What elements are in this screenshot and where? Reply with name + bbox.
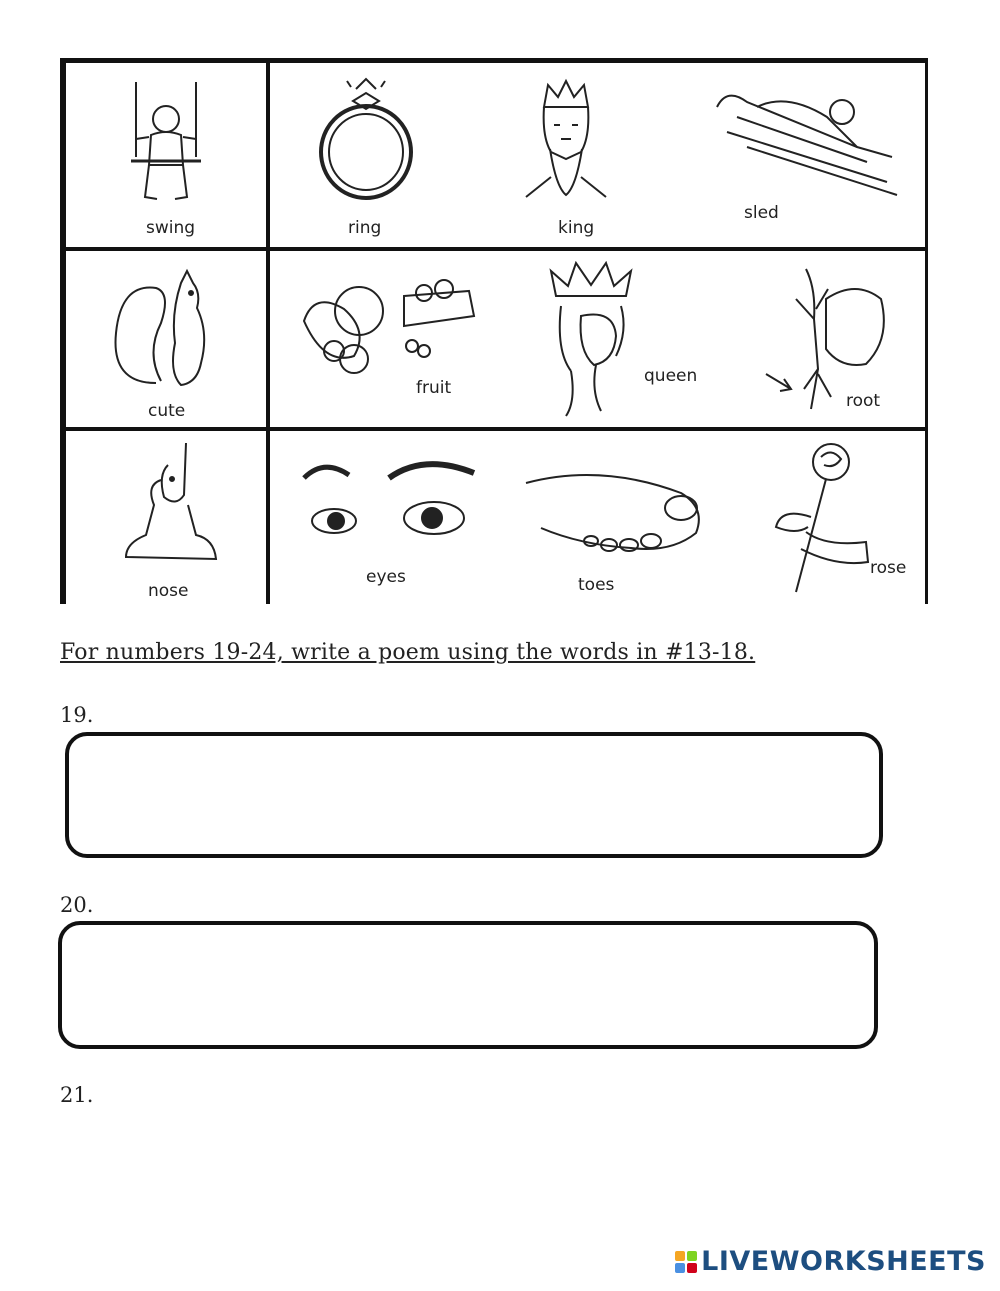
question-number-21: 21. <box>60 1083 94 1107</box>
label-sled: sled <box>744 203 779 223</box>
label-toes: toes <box>578 575 615 595</box>
logo-square-4 <box>687 1263 697 1273</box>
answer-box-20[interactable] <box>58 921 878 1049</box>
logo-squares-icon <box>675 1251 697 1273</box>
liveworksheets-logo <box>675 1246 986 1277</box>
logo-square-1 <box>675 1251 685 1261</box>
grid-divider-vertical <box>266 63 270 604</box>
poem-instructions: For numbers 19-24, write a poem using the words in #13-18. <box>60 640 756 665</box>
answer-box-19[interactable] <box>65 732 883 858</box>
label-fruit: fruit <box>416 378 452 398</box>
label-cute: cute <box>148 401 186 421</box>
label-root: root <box>846 391 881 411</box>
ring-illustration <box>306 77 426 207</box>
label-ring: ring <box>348 218 382 238</box>
nose-illustration <box>106 435 236 575</box>
label-king: king <box>558 218 595 238</box>
grid-border-right <box>925 63 928 604</box>
logo-text: LIVEWORKSHEETS <box>701 1246 986 1277</box>
label-rose: rose <box>870 558 907 578</box>
picture-word-grid <box>60 58 928 604</box>
logo-square-3 <box>675 1263 685 1273</box>
sled-illustration <box>694 77 914 207</box>
swing-illustration <box>106 77 226 212</box>
label-swing: swing <box>146 218 196 238</box>
question-number-19: 19. <box>60 703 94 727</box>
king-illustration <box>506 77 626 207</box>
fruit-illustration <box>294 271 484 381</box>
label-eyes: eyes <box>366 567 406 587</box>
toes-illustration <box>521 453 711 563</box>
eyes-illustration <box>294 453 484 553</box>
queen-illustration <box>536 261 646 421</box>
squirrel-illustration <box>96 263 236 398</box>
logo-square-2 <box>687 1251 697 1261</box>
question-number-20: 20. <box>60 893 94 917</box>
label-nose: nose <box>148 581 189 601</box>
rose-illustration <box>756 437 876 597</box>
label-queen: queen <box>644 366 698 386</box>
